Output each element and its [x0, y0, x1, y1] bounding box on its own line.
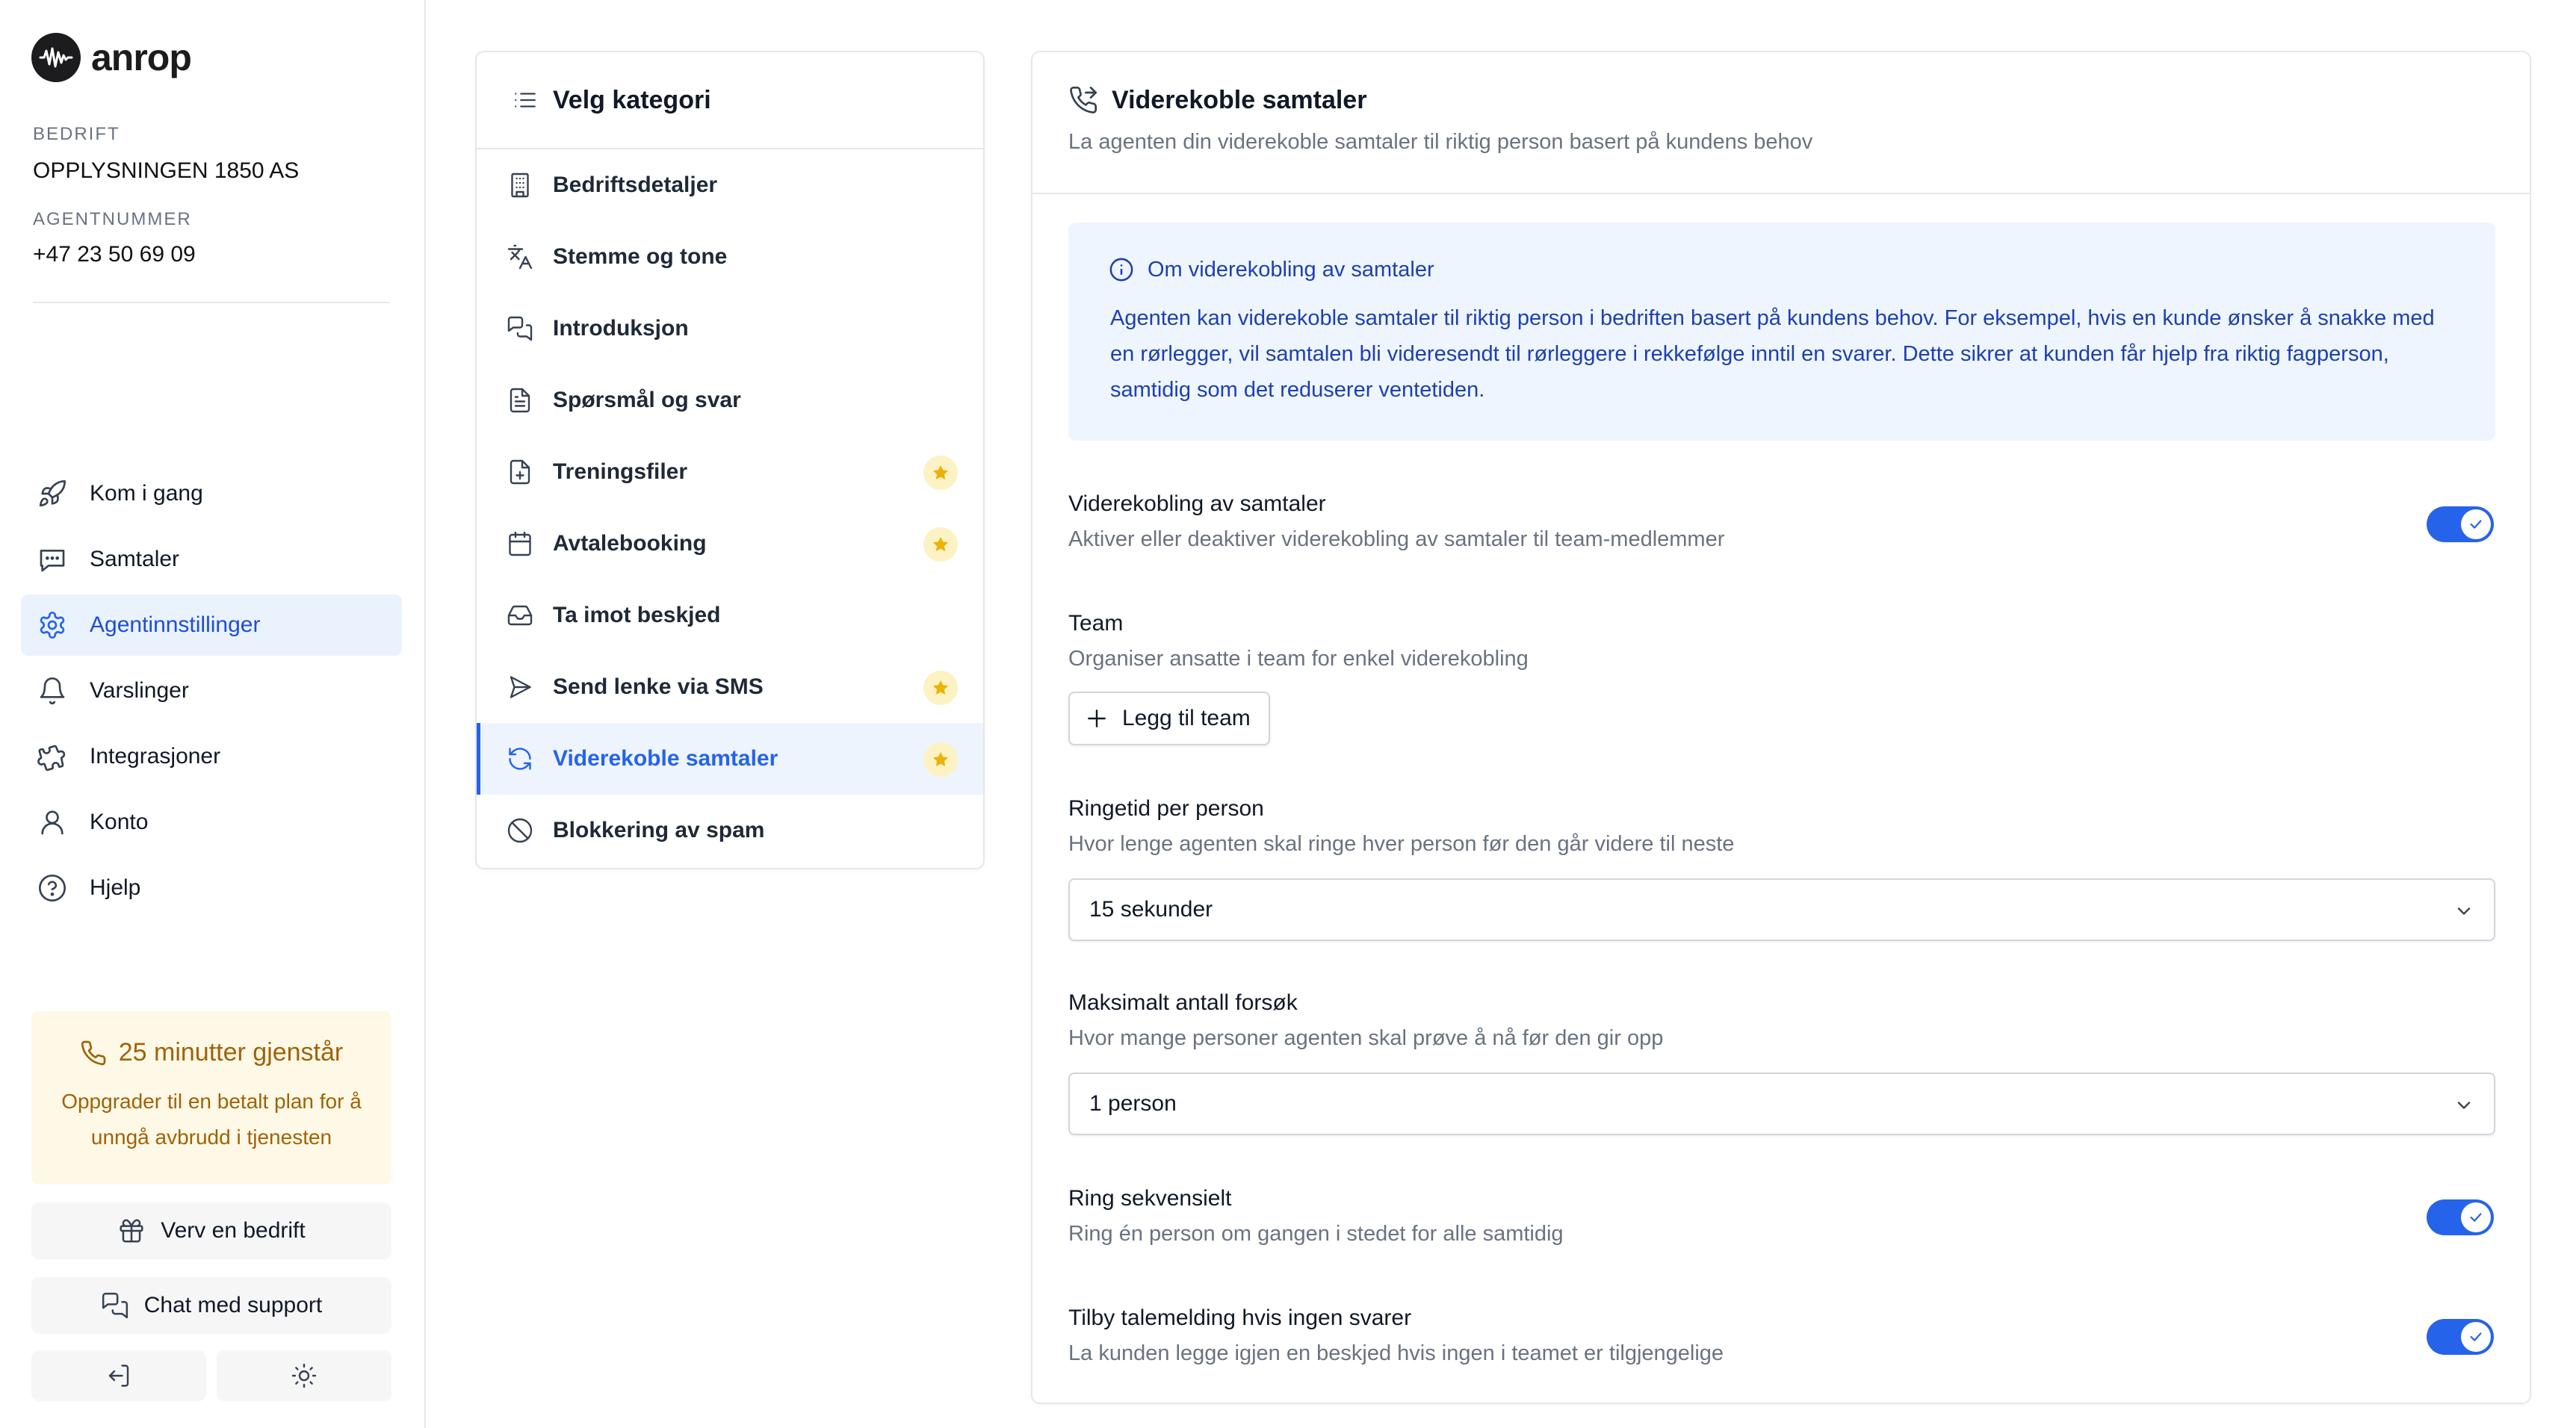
- category-label: Spørsmål og svar: [553, 388, 741, 412]
- category-label: Ta imot beskjed: [553, 603, 721, 627]
- info-icon: [1109, 257, 1134, 282]
- category-item-treningsfiler[interactable]: [477, 436, 983, 508]
- forwarding-desc: Aktiver eller deaktiver viderekobling av samtaler til team-medlemmer: [1068, 527, 1725, 551]
- nav-label: Konto: [90, 810, 149, 834]
- sidebar-nav: [21, 463, 402, 923]
- nav-item-konto[interactable]: [21, 792, 402, 853]
- ring-time-desc: Hvor lenge agenten skal ringe hver person før den går videre til neste: [1068, 832, 1735, 856]
- brand-logo[interactable]: [31, 33, 191, 82]
- company-label: BEDRIFT: [33, 124, 120, 144]
- phone-icon: [80, 1040, 107, 1067]
- plus-icon: [1085, 707, 1109, 730]
- star-icon: [923, 742, 958, 777]
- category-item-bedriftsdetaljer[interactable]: [477, 149, 983, 221]
- refer-company-button[interactable]: [31, 1202, 391, 1259]
- category-label: Treningsfiler: [553, 459, 688, 484]
- panel-title: [1068, 85, 1366, 115]
- forwarding-settings-panel: [1031, 51, 2531, 1404]
- nav-item-integrasjoner[interactable]: [21, 726, 402, 787]
- category-item-blokkering-av-spam[interactable]: [477, 795, 983, 866]
- info-title-text: Om viderekobling av samtaler: [1148, 257, 1434, 282]
- category-label: Blokkering av spam: [553, 818, 765, 842]
- category-item-sporsmal-og-svar[interactable]: [477, 364, 983, 436]
- refresh-icon: [504, 742, 536, 775]
- voicemail-label: Tilby talemelding hvis ingen svarer: [1068, 1306, 1412, 1330]
- ring-time-label: Ringetid per person: [1068, 796, 1264, 821]
- info-title: [1109, 257, 1434, 282]
- nav-item-kom-i-gang[interactable]: [21, 463, 402, 524]
- team-desc: Organiser ansatte i team for enkel viderekobling: [1068, 647, 1529, 671]
- nav-item-varslinger[interactable]: [21, 660, 402, 721]
- nav-label: Integrasjoner: [90, 744, 221, 769]
- agent-number-label: AGENTNUMMER: [33, 209, 192, 229]
- file-plus-icon: [504, 456, 536, 488]
- gear-icon: [36, 609, 69, 642]
- chat-support-button[interactable]: [31, 1277, 391, 1334]
- star-icon: [923, 527, 958, 562]
- category-item-send-lenke-via-sms[interactable]: [477, 651, 983, 723]
- company-name: OPPLYSNINGEN 1850 AS: [33, 158, 300, 183]
- brand-name: anrop: [91, 37, 191, 78]
- category-item-introduksjon[interactable]: [477, 293, 983, 364]
- category-label: Bedriftsdetaljer: [553, 173, 718, 197]
- category-label: Introduksjon: [553, 316, 689, 341]
- ring-time-value: 15 sekunder: [1089, 897, 1213, 922]
- max-attempts-select[interactable]: [1068, 1072, 2495, 1135]
- chevron-down-icon: [2453, 1095, 2474, 1116]
- category-label: Send lenke via SMS: [553, 674, 764, 699]
- panel-title-text: Viderekoble samtaler: [1112, 85, 1367, 114]
- chat-bubbles-icon: [504, 312, 536, 345]
- nav-label: Agentinnstillinger: [90, 612, 261, 637]
- nav-item-hjelp[interactable]: [21, 857, 402, 919]
- phone-forward-icon: [1068, 85, 1098, 115]
- nav-label: Hjelp: [90, 875, 141, 900]
- user-icon: [36, 806, 69, 839]
- check-icon: [2461, 1322, 2491, 1352]
- chevron-down-icon: [2453, 901, 2474, 922]
- building-icon: [504, 169, 536, 202]
- category-item-avtalebooking[interactable]: [477, 508, 983, 580]
- voicemail-desc: La kunden legge igjen en beskjed hvis ingen i teamet er tilgjengelige: [1068, 1341, 1724, 1365]
- chat-icon: [36, 543, 69, 576]
- star-icon: [923, 671, 958, 705]
- block-icon: [504, 814, 536, 847]
- forwarding-toggle[interactable]: [2427, 506, 2494, 542]
- max-attempts-desc: Hvor mange personer agenten skal prøve å nå før den gir opp: [1068, 1026, 1664, 1050]
- category-item-viderekoble-samtaler[interactable]: [477, 723, 983, 795]
- sequential-toggle[interactable]: [2427, 1199, 2494, 1235]
- support-label: Chat med support: [143, 1293, 323, 1317]
- nav-item-samtaler[interactable]: [21, 529, 402, 590]
- sequential-label: Ring sekvensielt: [1068, 1186, 1232, 1211]
- nav-label: Varslinger: [90, 678, 189, 703]
- send-icon: [504, 671, 536, 704]
- info-body: Agenten kan viderekoble samtaler til riktig person i bedriften basert på kundens behov. For eksempel, hvis en kunde ønsker å snakke med en rørlegger, vil samtalen bli videresendt til rørleggere i rekkefølge inntil en svarer. Dette sikrer at kunden får hjelp fra riktig fagperson, samtidig som det reduserer ventetiden.: [1110, 306, 2435, 402]
- add-team-button[interactable]: [1068, 692, 1270, 745]
- check-icon: [2461, 509, 2491, 539]
- star-icon: [923, 456, 958, 490]
- calendar-icon: [504, 527, 536, 560]
- max-attempts-value: 1 person: [1089, 1091, 1177, 1116]
- voicemail-toggle[interactable]: [2427, 1319, 2494, 1355]
- category-label: Viderekoble samtaler: [553, 746, 778, 771]
- sidebar: [0, 0, 426, 1428]
- info-callout: [1068, 223, 2495, 441]
- category-item-ta-imot-beskjed[interactable]: [477, 580, 983, 651]
- refer-label: Verv en bedrift: [161, 1218, 306, 1243]
- team-label: Team: [1068, 611, 1124, 636]
- category-item-stemme-og-tone[interactable]: [477, 221, 983, 293]
- document-icon: [504, 384, 536, 417]
- bell-icon: [36, 674, 69, 707]
- rocket-icon: [36, 477, 69, 510]
- logout-icon: [105, 1362, 132, 1389]
- panel-subtitle: La agenten din viderekoble samtaler til riktig person basert på kundens behov: [1068, 130, 1813, 154]
- category-panel: [475, 51, 985, 869]
- nav-item-agentinnstillinger[interactable]: [21, 595, 402, 656]
- translate-icon: [504, 240, 536, 273]
- logout-button[interactable]: [31, 1350, 206, 1401]
- chat-bubbles-icon: [101, 1291, 129, 1320]
- nav-label: Samtaler: [90, 547, 180, 571]
- gift-icon: [117, 1217, 146, 1245]
- promo-title: [31, 1038, 391, 1067]
- max-attempts-label: Maksimalt antall forsøk: [1068, 990, 1298, 1015]
- promo-title-text: 25 minutter gjenstår: [118, 1038, 344, 1067]
- sequential-desc: Ring én person om gangen i stedet for alle samtidig: [1068, 1222, 1564, 1246]
- add-team-label: Legg til team: [1122, 706, 1251, 730]
- category-panel-header: [477, 52, 983, 149]
- waveform-logo-icon: [31, 33, 81, 82]
- category-label: Avtalebooking: [553, 531, 707, 556]
- inbox-icon: [504, 599, 536, 632]
- puzzle-icon: [36, 740, 69, 773]
- sun-icon: [291, 1362, 318, 1389]
- sidebar-divider: [33, 302, 390, 303]
- agent-number: +47 23 50 69 09: [33, 242, 196, 267]
- list-icon: [513, 87, 538, 113]
- nav-label: Kom i gang: [90, 481, 203, 506]
- minutes-remaining-card[interactable]: [31, 1011, 391, 1185]
- check-icon: [2461, 1202, 2491, 1232]
- forwarding-label: Viderekobling av samtaler: [1068, 491, 1326, 516]
- category-label: Stemme og tone: [553, 244, 728, 269]
- panel-header: [1032, 52, 2530, 194]
- ring-time-select[interactable]: [1068, 878, 2495, 941]
- help-icon: [36, 872, 69, 904]
- promo-body: Oppgrader til en betalt plan for å unngå avbrudd i tjenesten: [61, 1090, 362, 1149]
- category-panel-title: Velg kategori: [553, 85, 711, 114]
- theme-toggle-button[interactable]: [217, 1350, 391, 1401]
